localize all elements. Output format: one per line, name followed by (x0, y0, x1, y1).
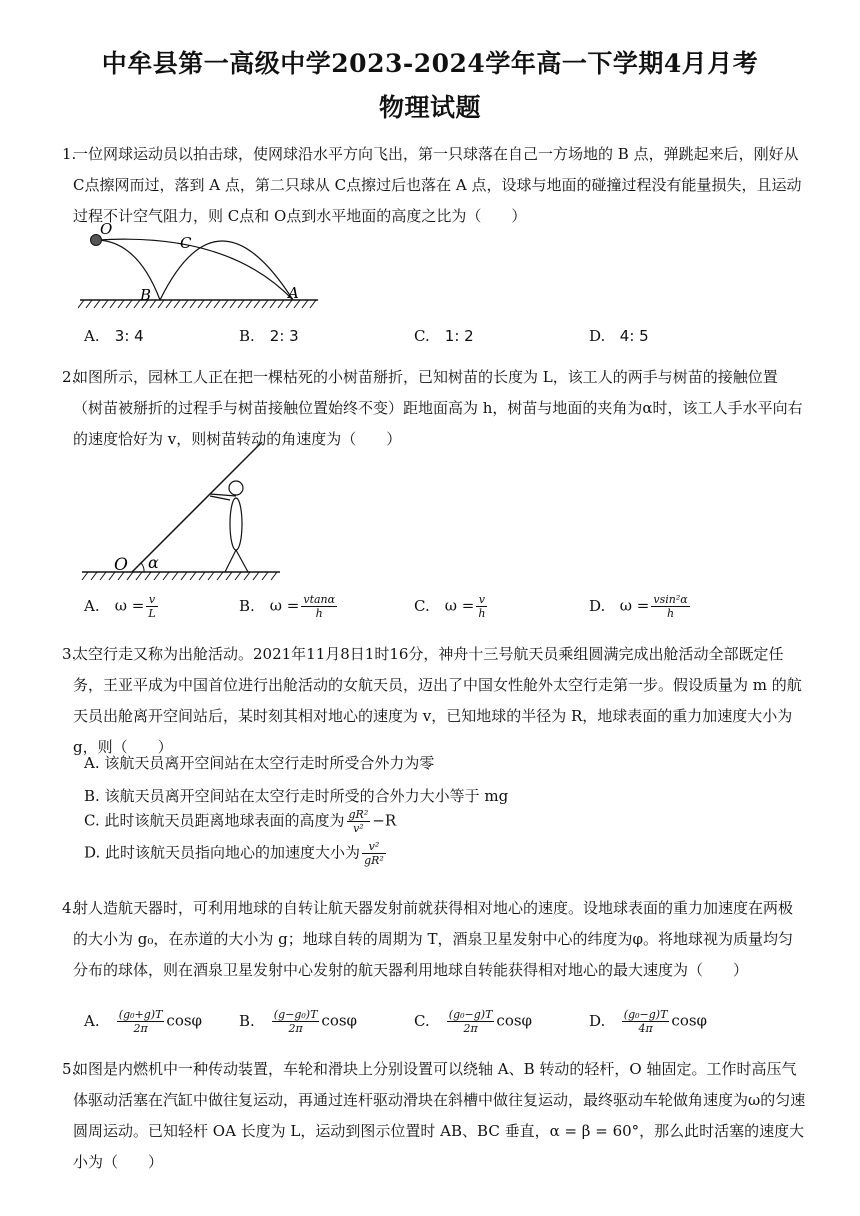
tennis-figure (78, 222, 328, 312)
worker-head-icon (229, 481, 243, 495)
option-d[interactable]: D. 此时该航天员指向地心的加速度大小为 $\frac{\text{v²}}{\text{gR²}}$ (84, 840, 384, 867)
option-b[interactable]: B. ω = $\frac{vtan\alpha}{h}$ (239, 593, 336, 620)
question-1 (62, 139, 807, 232)
question-number: 1. (62, 145, 77, 163)
label-c: C (180, 234, 192, 252)
option-c[interactable]: C. ω = $\frac{v}{h}$ (414, 593, 486, 620)
question-text: 如图所示，园林工人正在把一棵枯死的小树苗掰折，已知树苗的长度为 L，该工人的两手与树苗的接触位置（树苗被掰折的过程手与树苗接触位置始终不变）距地面高为 h，树苗与地面的夹角为α时，该工人手水平向右的速度恰好为 v，则树苗转动的角速度为（ ） (73, 368, 803, 448)
question-text: 太空行走又称为出舱活动。2021年11月8日1时16分，神舟十三号航天员乘组圆满完成出舱活动全部既定任务，王亚平成为中国首位进行出舱活动的女航天员，迈出了中国女性舱外太空行走第一步。假设质量为 m 的航天员出舱离开空间站后，某时刻其相对地心的速度为 v，已知地球的半径为 R，地球表面的重力加速度大小为 g，则（ ） (73, 645, 802, 756)
label-b: B (140, 286, 152, 304)
worker-body-icon (230, 498, 242, 550)
option-d[interactable]: D. ω = $\frac{\text{vsin²α}}{h}$ (589, 593, 688, 620)
option-a[interactable]: A. 该航天员离开空间站在太空行走时所受合外力为零 (84, 754, 435, 772)
label-a: A (288, 284, 299, 302)
question-text: 如图是内燃机中一种传动装置，车轮和滑块上分别设置可以绕轴 A、B 转动的轻杆，O 轴固定。工作时高压气体驱动活塞在汽缸中做往复运动，再通过连杆驱动滑块在斜槽中做往复运动，最终驱动车轮做角速度为ω的匀速圆周运动。已知轻杆 OA 长度为 L，运动到图示位置时 AB、BC 垂直，α = β = 60°，那么此时活塞的速度大小为（ ） (73, 1060, 806, 1171)
option-c[interactable]: C. 1: 2 (414, 327, 474, 345)
label-o: O (114, 555, 128, 575)
option-d[interactable]: D. $\frac{\text{(g₀−g)T}}{4\pi}$ cosφ (589, 1008, 708, 1035)
question-number: 4. (62, 899, 77, 917)
question-3 (62, 639, 807, 763)
question-number: 5. (62, 1060, 77, 1078)
label-alpha: α (148, 553, 159, 572)
option-a[interactable]: A. ω = $\frac{v}{L}$ (84, 593, 156, 620)
question-text: 一位网球运动员以拍击球，使网球沿水平方向飞出，第一只球落在自己一方场地的 B 点，弹跳起来后，刚好从 C点擦网而过，落到 A 点，第二只球从 C点擦过后也落在 A 点，设球与地面的碰撞过程没有能量损失，且运动过程不计空气阻力，则 C点和 O点到水平地面的高度之比为（ ） (73, 145, 802, 225)
question-text: 射人造航天器时，可利用地球的自转让航天器发射前就获得相对地心的速度。设地球表面的重力加速度在两极的大小为 g₀，在赤道的大小为 g；地球自转的周期为 T，酒泉卫星发射中心的纬度为φ。将地球视为质量均匀分布的球体，则在酒泉卫星发射中心发射的航天器利用地球自转能获得相对地心的最大速度为（ ） (73, 899, 794, 979)
option-a[interactable]: A. 3: 4 (84, 327, 144, 345)
option-d[interactable]: D. 4: 5 (589, 327, 649, 345)
option-b[interactable]: B. 2: 3 (239, 327, 299, 345)
option-b[interactable]: B. 该航天员离开空间站在太空行走时所受的合外力大小等于 mg (84, 787, 509, 805)
angle-arc (141, 563, 144, 572)
question-4 (62, 893, 807, 986)
option-c[interactable]: C. $\frac{\text{(g₀−g)T}}{2\pi}$ cosφ (414, 1008, 533, 1035)
option-a[interactable]: A. $\frac{\text{(g₀+g)T}}{2\pi}$ cosφ (84, 1008, 203, 1035)
tree-figure (80, 440, 285, 585)
question-number: 2. (62, 368, 77, 386)
question-5 (62, 1054, 807, 1178)
option-c[interactable]: C. 此时该航天员距离地球表面的高度为 $\frac{\text{gR²}}{\text{v²}}$ −R (84, 808, 397, 835)
label-o: O (100, 222, 113, 238)
option-b[interactable]: B. $\frac{\text{(g−g₀)T}}{2\pi}$ cosφ (239, 1008, 358, 1035)
page-title-line2: 物理试题 (378, 93, 481, 122)
question-number: 3. (62, 645, 77, 663)
page-title-line1: 中牟县第一高级中学2023-2024学年高一下学期4月月考 (101, 49, 759, 78)
trajectory-o-a (98, 239, 293, 300)
